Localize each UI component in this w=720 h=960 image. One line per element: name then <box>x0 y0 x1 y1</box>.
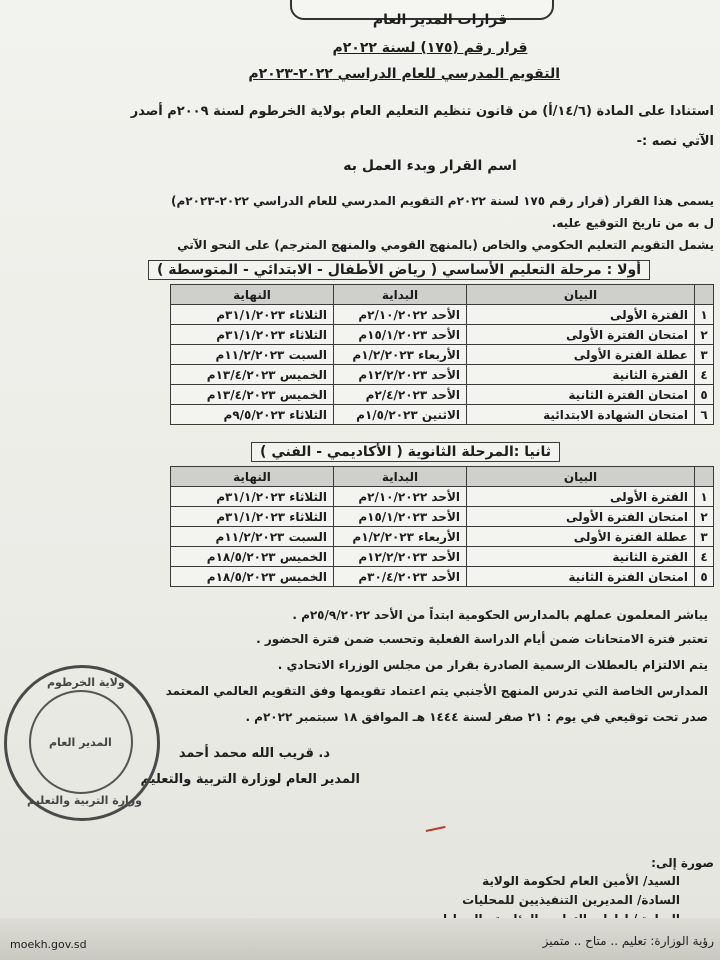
row-num: ١ <box>695 487 714 507</box>
preamble-line-2: الآتي نصه :- <box>636 134 714 149</box>
table-row <box>171 325 714 345</box>
table-row <box>171 365 714 385</box>
row-num: ٥ <box>695 385 714 405</box>
row-end: الثلاثاء ٩/٥/٢٠٢٣م <box>171 405 334 425</box>
clause-2: ل به من تاريخ التوقيع عليه. <box>551 216 714 230</box>
row-end: السبت ١١/٢/٢٠٢٣م <box>171 527 334 547</box>
row-start: الأحد ١٢/٢/٢٠٢٣م <box>334 547 467 567</box>
table-2-title: ثانيا :المرحلة الثانوية ( الأكاديمي - الفني ) <box>251 442 560 462</box>
table-row <box>171 345 714 365</box>
row-start: الأحد ١٥/١/٢٠٢٣م <box>334 507 467 527</box>
row-label: امتحان الفترة الأولى <box>467 325 695 345</box>
row-start: الأربعاء ١/٢/٢٠٢٣م <box>334 527 467 547</box>
note-4: المدارس الخاصة التي تدرس المنهج الأجنبي يتم اعتماد تقويمها وفق التقويم العالمي المعتمد <box>165 684 708 698</box>
section-title: اسم القرار وبدء العمل به <box>343 158 517 174</box>
row-num: ٣ <box>695 527 714 547</box>
row-end: الخميس ١٨/٥/٢٠٢٣م <box>171 567 334 587</box>
secondary-stage-table <box>170 466 714 587</box>
table-row <box>171 305 714 325</box>
decision-number: قرار رقم (١٧٥) لسنة ٢٠٢٢م <box>332 40 528 56</box>
copy-recipient-1: السيد/ الأمين العام لحكومة الولاية <box>482 874 680 888</box>
row-num: ٢ <box>695 507 714 527</box>
row-label: امتحان الفترة الثانية <box>467 567 695 587</box>
table-row <box>171 507 714 527</box>
table-row <box>171 405 714 425</box>
preamble-line-1: استنادا على المادة (١٤/٦/أ) من قانون تنظيم التعليم العام بولاية الخرطوم لسنة ٢٠٠٩م أصدر <box>130 104 714 119</box>
row-num: ١ <box>695 305 714 325</box>
clause-3: يشمل التقويم التعليم الحكومي والخاص (بالمنهج القومي والمنهج المترجم) على النحو الآتي <box>177 238 714 252</box>
ministry-vision: رؤية الوزارة: تعليم .. متاح .. متميز <box>542 934 714 948</box>
table-1-title: أولا : مرحلة التعليم الأساسي ( رياض الأطفال - الابتدائي - المتوسطة ) <box>148 260 650 280</box>
col-num <box>695 285 714 305</box>
row-num: ٣ <box>695 345 714 365</box>
row-start: الأحد ٢/١٠/٢٠٢٢م <box>334 305 467 325</box>
row-end: الخميس ١٣/٤/٢٠٢٣م <box>171 385 334 405</box>
table-header-row <box>171 467 714 487</box>
row-label: عطلة الفترة الأولى <box>467 527 695 547</box>
clause-1: يسمى هذا القرار (قرار رقم ١٧٥ لسنة ٢٠٢٢م التقويم المدرسي للعام الدراسي ٢٠٢٢-٢٠٢٣م) <box>170 194 714 208</box>
decision-subject: التقويم المدرسي للعام الدراسي ٢٠٢٢-٢٠٢٣م <box>248 66 560 82</box>
basic-stage-table <box>170 284 714 425</box>
col-start: البداية <box>334 467 467 487</box>
note-1: يباشر المعلمون عملهم بالمدارس الحكومية ابتداً من الأحد ٢٥/٩/٢٠٢٢م . <box>292 608 708 622</box>
signatory-title: المدير العام لوزارة التربية والتعليم <box>140 772 360 787</box>
row-end: الخميس ١٨/٥/٢٠٢٣م <box>171 547 334 567</box>
row-start: الأحد ١٢/٢/٢٠٢٣م <box>334 365 467 385</box>
table-row <box>171 567 714 587</box>
table-row <box>171 547 714 567</box>
col-num <box>695 467 714 487</box>
row-end: الخميس ١٣/٤/٢٠٢٣م <box>171 365 334 385</box>
official-stamp <box>4 665 160 821</box>
row-start: الأحد ٣٠/٤/٢٠٢٣م <box>334 567 467 587</box>
row-start: الأحد ٢/١٠/٢٠٢٢م <box>334 487 467 507</box>
office-title: قرارات المدير العام <box>372 12 508 28</box>
stamp-center-text: المدير العام <box>49 736 112 749</box>
row-num: ٦ <box>695 405 714 425</box>
col-end: النهاية <box>171 467 334 487</box>
row-end: الثلاثاء ٣١/١/٢٠٢٣م <box>171 507 334 527</box>
row-label: الفترة الأولى <box>467 487 695 507</box>
row-start: الأربعاء ١/٢/٢٠٢٣م <box>334 345 467 365</box>
row-num: ٥ <box>695 567 714 587</box>
stamp-bottom-text: وزارة التربية والتعليم <box>27 794 142 807</box>
row-label: الفترة الأولى <box>467 305 695 325</box>
ministry-website: moekh.gov.sd <box>10 938 87 951</box>
row-label: امتحان الفترة الثانية <box>467 385 695 405</box>
table-row <box>171 385 714 405</box>
col-start: البداية <box>334 285 467 305</box>
signatory-name: د. قريب الله محمد أحمد <box>178 746 330 761</box>
col-label: البيان <box>467 467 695 487</box>
row-end: الثلاثاء ٣١/١/٢٠٢٣م <box>171 305 334 325</box>
row-num: ٤ <box>695 365 714 385</box>
row-start: الأحد ١٥/١/٢٠٢٣م <box>334 325 467 345</box>
copy-recipient-2: السادة/ المديرين التنفيذيين للمحليات <box>462 893 680 907</box>
note-2: تعتبر فترة الامتحانات ضمن أيام الدراسة الفعلية وتحسب ضمن فترة الحضور . <box>256 632 708 646</box>
row-num: ٤ <box>695 547 714 567</box>
row-label: عطلة الفترة الأولى <box>467 345 695 365</box>
row-label: الفترة الثانية <box>467 547 695 567</box>
note-3: يتم الالتزام بالعطلات الرسمية الصادرة بقرار من مجلس الوزراء الاتحادي . <box>277 658 708 672</box>
row-label: امتحان الفترة الأولى <box>467 507 695 527</box>
table-header-row <box>171 285 714 305</box>
row-start: الأحد ٢/٤/٢٠٢٣م <box>334 385 467 405</box>
row-end: الثلاثاء ٣١/١/٢٠٢٣م <box>171 487 334 507</box>
table-row <box>171 487 714 507</box>
row-end: السبت ١١/٢/٢٠٢٣م <box>171 345 334 365</box>
row-end: الثلاثاء ٣١/١/٢٠٢٣م <box>171 325 334 345</box>
col-end: النهاية <box>171 285 334 305</box>
row-start: الاثنين ١/٥/٢٠٢٣م <box>334 405 467 425</box>
issue-date: صدر تحت توقيعي في يوم : ٢١ صفر لسنة ١٤٤٤ هـ الموافق ١٨ سبتمبر ٢٠٢٢م . <box>245 710 708 724</box>
row-num: ٢ <box>695 325 714 345</box>
copies-heading: صورة إلى: <box>651 856 714 870</box>
red-pen-mark <box>424 820 445 832</box>
stamp-top-text: ولاية الخرطوم <box>47 676 125 689</box>
row-label: امتحان الشهادة الابتدائية <box>467 405 695 425</box>
col-label: البيان <box>467 285 695 305</box>
row-label: الفترة الثانية <box>467 365 695 385</box>
table-row <box>171 527 714 547</box>
